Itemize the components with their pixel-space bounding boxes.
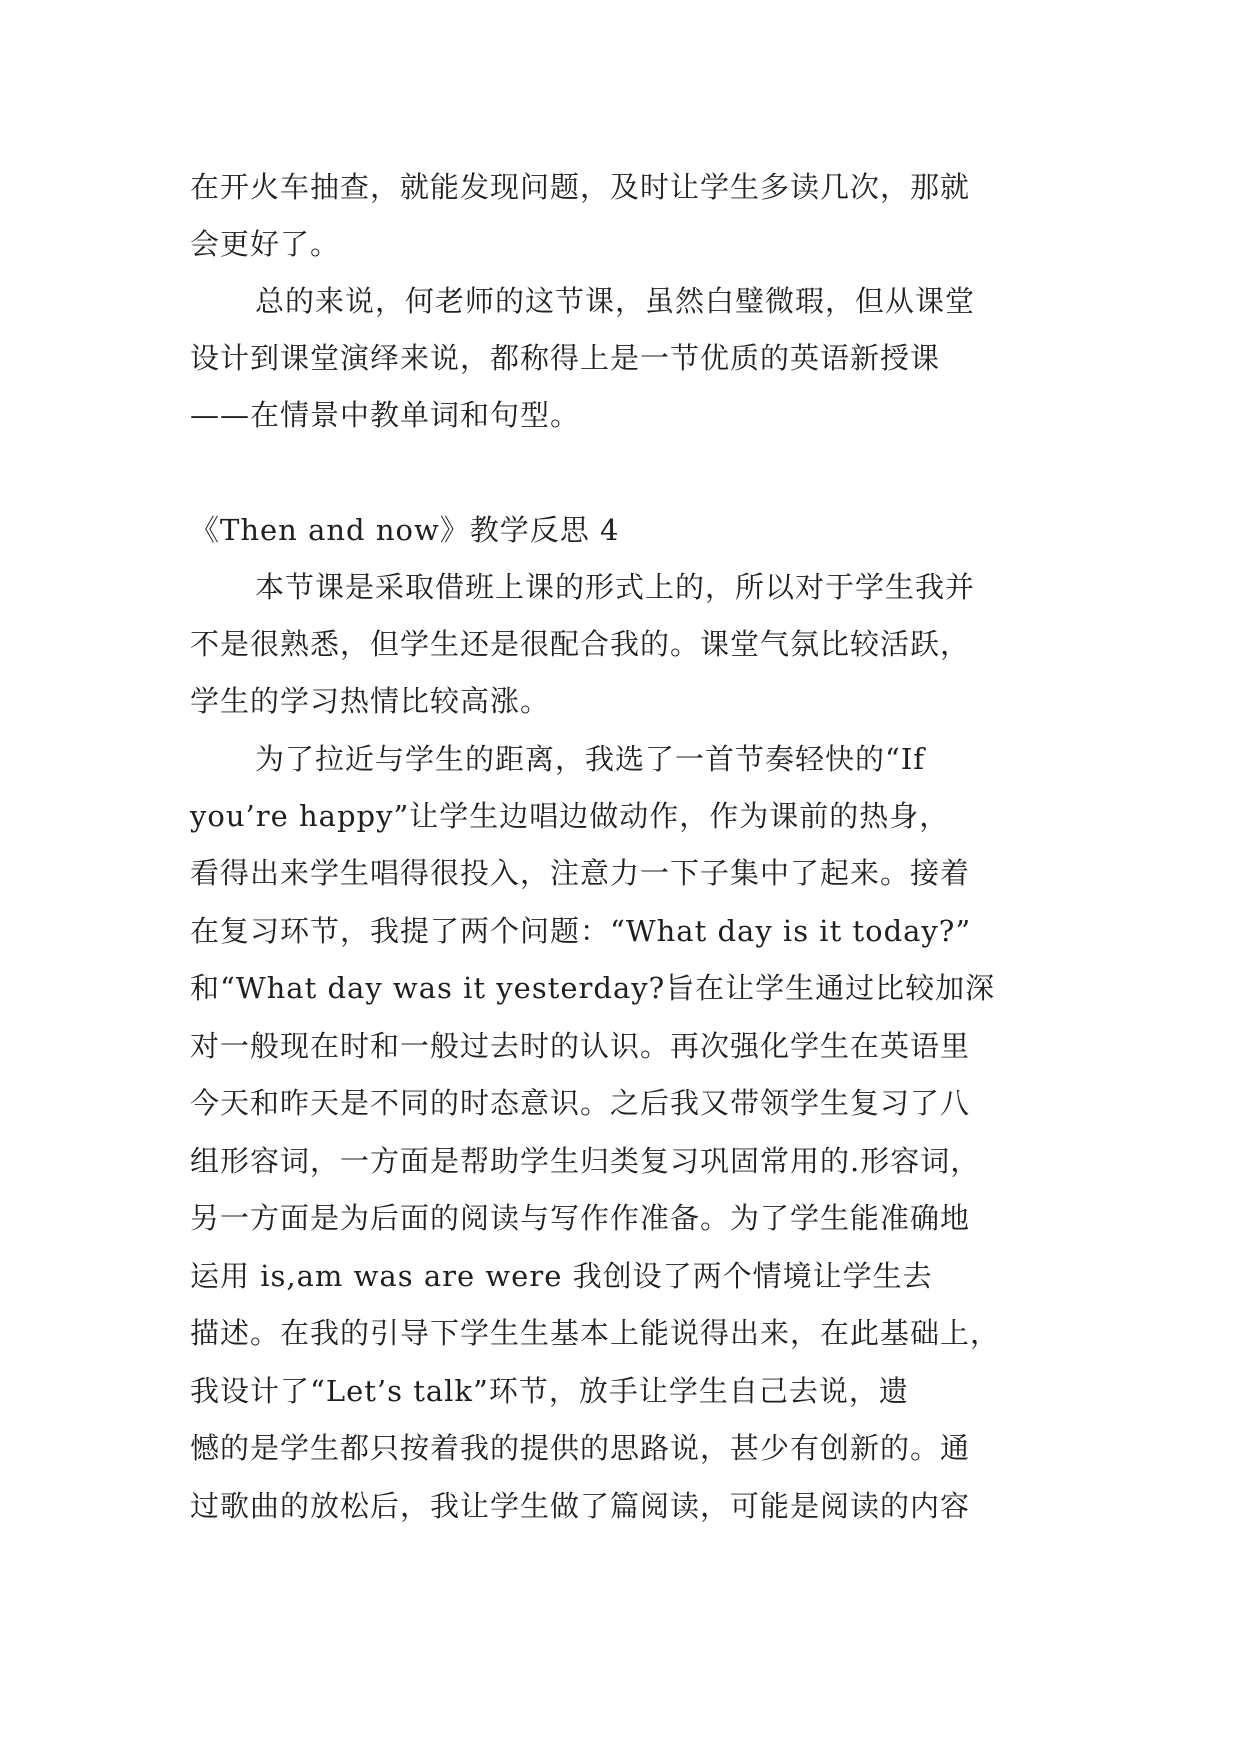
text-line: 憾的是学生都只按着我的提供的思路说，甚少有创新的。通 [190, 1431, 971, 1465]
text-line: 描述。在我的引导下学生生基本上能说得出来，在此基础上， [190, 1316, 1001, 1350]
text-line: 和“What day was it yesterday?旨在让学生通过比较加深 [190, 971, 996, 1005]
text-line: 在开火车抽查，就能发现问题，及时让学生多读几次，那就 [190, 170, 971, 204]
text-line: 另一方面是为后面的阅读与写作作准备。为了学生能准确地 [190, 1201, 971, 1235]
text-line: 今天和昨天是不同的时态意识。之后我又带领学生复习了八 [190, 1086, 971, 1120]
text-line: 会更好了。 [190, 227, 341, 261]
text-line: 不是很熟悉，但学生还是很配合我的。课堂气氛比较活跃， [190, 627, 971, 661]
text-line: 我设计了“Let’s talk”环节，放手让学生自己去说，遗 [190, 1374, 909, 1408]
text-line: 本节课是采取借班上课的形式上的，所以对于学生我并 [255, 570, 976, 604]
text-line: 过歌曲的放松后，我让学生做了篇阅读，可能是阅读的内容 [190, 1489, 971, 1523]
text-line: 看得出来学生唱得很投入，注意力一下子集中了起来。接着 [190, 856, 971, 890]
text-line: 组形容词，一方面是帮助学生归类复习巩固常用的.形容词， [190, 1144, 981, 1178]
text-line: 运用 is,am was are were 我创设了两个情境让学生去 [190, 1259, 933, 1293]
text-line: 在复习环节，我提了两个问题：“What day is it today?” [190, 914, 972, 948]
text-line: 为了拉近与学生的距离，我选了一首节奏轻快的“If [255, 742, 926, 776]
text-line: 总的来说，何老师的这节课，虽然白璧微瑕，但从课堂 [255, 284, 976, 318]
text-line: 学生的学习热情比较高涨。 [190, 684, 551, 718]
text-line: 对一般现在时和一般过去时的认识。再次强化学生在英语里 [190, 1029, 971, 1063]
text-line: you’re happy”让学生边唱边做动作，作为课前的热身， [190, 799, 950, 833]
text-line: 设计到课堂演绎来说，都称得上是一节优质的英语新授课 [190, 341, 941, 375]
text-line: ——在情景中教单词和句型。 [190, 398, 581, 432]
section-heading: 《Then and now》教学反思 4 [190, 513, 620, 547]
